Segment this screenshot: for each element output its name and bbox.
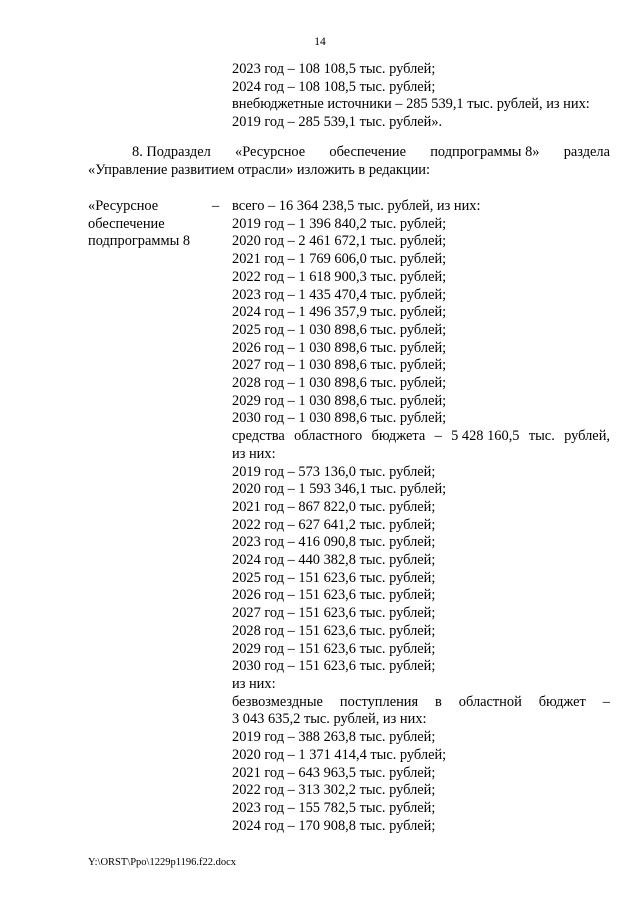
word: бюджет: [538, 693, 586, 710]
resource-provision-list: [232, 198, 610, 835]
grants-heading: [232, 694, 610, 712]
text-line: 2023 год – 108 108,5 тыс. рублей;: [232, 61, 436, 77]
word: рублей,: [564, 428, 610, 445]
word: подпрограммы 8»: [430, 144, 540, 160]
year-line: 2019 год – 1 396 840,2 тыс. рублей;: [232, 215, 447, 232]
year-line: 2027 год – 151 623,6 тыс. рублей;: [232, 605, 436, 622]
year-line: 2020 год – 1 593 346,1 тыс. рублей;: [232, 481, 447, 498]
word: областной: [458, 693, 522, 710]
year-line: 2023 год – 1 435 470,4 тыс. рублей;: [232, 286, 447, 303]
word: –: [434, 428, 442, 445]
year-line: 2027 год – 1 030 898,6 тыс. рублей;: [232, 357, 447, 374]
year-line: 2025 год – 151 623,6 тыс. рублей;: [232, 569, 436, 586]
word: обеспечение: [329, 144, 407, 160]
year-line: 2022 год – 1 618 900,3 тыс. рублей;: [232, 268, 447, 285]
year-line: 2024 год – 1 496 357,9 тыс. рублей;: [232, 304, 447, 321]
year-line: 2028 год – 151 623,6 тыс. рублей;: [232, 622, 436, 639]
word: областного: [294, 428, 363, 445]
year-line: 2024 год – 170 908,8 тыс. рублей;: [232, 817, 436, 834]
total-line: всего – 16 364 238,5 тыс. рублей, из них:: [232, 198, 481, 214]
preceding-funding-lines: [232, 61, 610, 132]
word: 8. Подраздел: [132, 144, 211, 160]
year-line: 2022 год – 313 302,2 тыс. рублей;: [232, 782, 436, 799]
year-line: 2020 год – 2 461 672,1 тыс. рублей;: [232, 233, 447, 250]
year-line: 2025 год – 1 030 898,6 тыс. рублей;: [232, 321, 447, 338]
year-line: 2028 год – 1 030 898,6 тыс. рублей;: [232, 375, 447, 392]
file-path-footer: Y:\ORST\Ppo\1229p1196.f22.docx: [88, 857, 236, 868]
year-line: 2030 год – 1 030 898,6 тыс. рублей;: [232, 410, 447, 427]
grants-heading-cont: 3 043 635,2 тыс. рублей, из них:: [232, 711, 427, 728]
year-line: 2021 год – 643 963,5 тыс. рублей;: [232, 764, 436, 781]
year-line: 2023 год – 155 782,5 тыс. рублей;: [232, 799, 436, 816]
year-line: 2022 год – 627 641,2 тыс. рублей;: [232, 516, 436, 533]
year-line: 2026 год – 151 623,6 тыс. рублей;: [232, 587, 436, 604]
year-line: 2019 год – 388 263,8 тыс. рублей;: [232, 729, 436, 746]
label-line: подпрограммы 8: [88, 233, 191, 250]
word: бюджета: [371, 428, 426, 445]
amendment-paragraph: [88, 144, 610, 179]
year-line: 2029 год – 1 030 898,6 тыс. рублей;: [232, 392, 447, 409]
regional-budget-heading: [232, 428, 610, 446]
year-line: 2026 год – 1 030 898,6 тыс. рублей;: [232, 339, 447, 356]
word: 5 428 160,5: [451, 428, 520, 445]
regional-budget-heading-cont: из них:: [232, 445, 276, 462]
label-line: «Ресурсное: [88, 198, 159, 214]
year-line: 2023 год – 416 090,8 тыс. рублей;: [232, 534, 436, 551]
year-line: 2021 год – 867 822,0 тыс. рублей;: [232, 498, 436, 515]
year-line: 2019 год – 573 136,0 тыс. рублей;: [232, 463, 436, 480]
paragraph-second-line: «Управление развитием отрасли» изложить в редакции:: [88, 161, 431, 178]
word: –: [602, 693, 610, 710]
text-line: внебюджетные источники – 285 539,1 тыс. рублей, из них:: [232, 96, 590, 113]
label-dash: –: [212, 198, 220, 214]
paragraph-first-line: [88, 144, 610, 162]
label-line: обеспечение: [88, 215, 165, 232]
year-line: 2024 год – 440 382,8 тыс. рублей;: [232, 552, 436, 569]
word: тыс.: [528, 428, 555, 445]
of-them-line: из них:: [232, 675, 276, 692]
word: безвозмездные: [232, 693, 323, 710]
page-number: 14: [314, 36, 326, 48]
year-line: 2029 год – 151 623,6 тыс. рублей;: [232, 640, 436, 657]
year-line: 2020 год – 1 371 414,4 тыс. рублей;: [232, 746, 447, 763]
year-line: 2021 год – 1 769 606,0 тыс. рублей;: [232, 251, 447, 268]
section-label: [88, 198, 224, 251]
text-line: 2024 год – 108 108,5 тыс. рублей;: [232, 78, 436, 95]
word: средства: [232, 428, 285, 445]
text-line: 2019 год – 285 539,1 тыс. рублей».: [232, 114, 443, 131]
word: раздела: [563, 144, 610, 160]
year-line: 2030 год – 151 623,6 тыс. рублей;: [232, 658, 436, 675]
word: «Ресурсное: [235, 144, 306, 160]
word: в: [435, 693, 442, 710]
word: поступления: [339, 693, 419, 710]
